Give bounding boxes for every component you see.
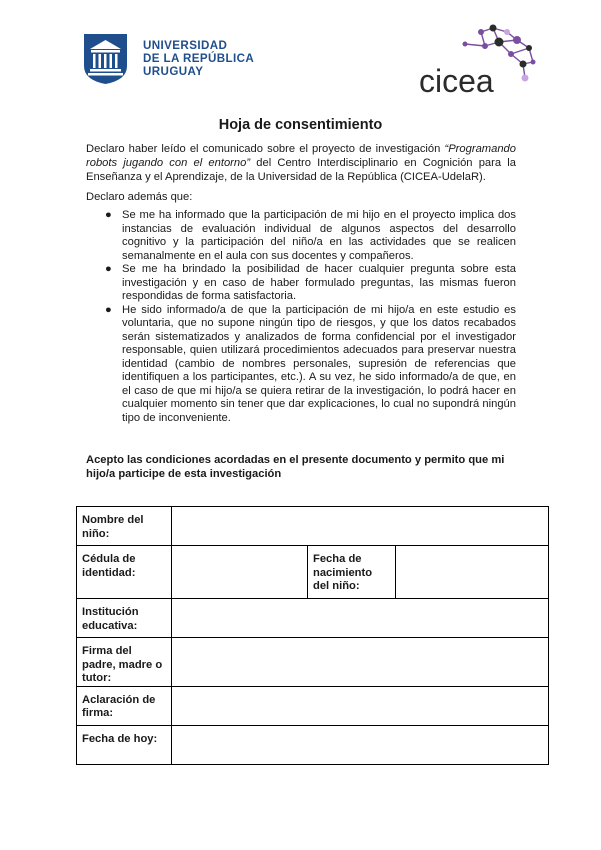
- institucion-field[interactable]: [172, 599, 549, 638]
- cicea-wordmark: cicea: [419, 63, 494, 96]
- udelar-logo: [82, 32, 254, 85]
- bullet-icon: ●: [105, 209, 112, 221]
- table-row: [77, 725, 549, 764]
- intro-project-title: “Programando robots jugando con el entorno”: [86, 143, 516, 169]
- list-item: [105, 209, 516, 263]
- consent-form-table: [76, 506, 549, 765]
- bullet-icon: ●: [105, 303, 112, 316]
- aclaracion-field[interactable]: [172, 686, 549, 725]
- cedula-field[interactable]: [172, 546, 308, 599]
- table-row: [77, 686, 549, 725]
- document-title: Hoja de consentimiento: [218, 117, 383, 133]
- udelar-line-3: URUGUAY: [143, 65, 204, 78]
- cedula-label: Cédula de identidad:: [77, 546, 172, 599]
- fecha-nacimiento-label: Fecha de nacimiento del niño:: [308, 546, 396, 599]
- fecha-hoy-field[interactable]: [172, 725, 549, 764]
- intro-prefix: Declaro haber leído el comunicado sobre el proyecto de investigación: [86, 143, 445, 155]
- bullet-icon: ●: [105, 263, 112, 275]
- fecha-hoy-label: Fecha de hoy:: [77, 725, 172, 764]
- intro-paragraph: [86, 142, 516, 184]
- university-seal-icon: [82, 32, 129, 85]
- intro-suffix: del Centro Interdisciplinario en Cognición para la Enseñanza y el Aprendizaje, de la Universidad de la República (CICEA-UdelaR).: [86, 157, 516, 183]
- list-item-text: Se me ha informado que la participación de mi hijo en el proyecto implica dos instancias de evaluación individual de algunos aspectos del desarrollo cognitivo y la participación del niño/a en las actividades que se realicen semanalmente en el aula con sus docentes y compañeros.: [122, 209, 516, 262]
- list-item-text: Se me ha brindado la posibilidad de hacer cualquier pregunta sobre esta investigación y en caso de haber formulado preguntas, las mismas fueron respondidas de forma satisfactoria.: [122, 263, 516, 302]
- cicea-logo: [417, 24, 539, 96]
- firma-label: Firma del padre, madre o tutor:: [77, 638, 172, 687]
- acceptance-statement: Acepto las condiciones acordadas en el presente documento y permito que mi hijo/a participe de esta investigación: [86, 454, 505, 480]
- table-row: [77, 507, 549, 546]
- list-item: [105, 263, 516, 304]
- institucion-label: Institución educativa:: [77, 599, 172, 638]
- table-row: [77, 638, 549, 687]
- udelar-line-2: DE LA REPÚBLICA: [143, 52, 255, 65]
- udelar-wordmark: [143, 39, 254, 78]
- list-item-text: He sido informado/a de que la participación de mi hijo/a en este estudio es voluntaria, que no supone ningún tipo de riesgos, y que los datos recabados serán sistematizados y analizados de forma confidencial por el investigador responsable, quien utilizará procedimientos adecuados para preservar nuestra identidad (cambio de nombres personales, supresión de referencias que identifiquen a los participantes, etc.). A su vez, he sido informado/a de que, en el caso de que mi hijo/a se quiera retirar de la investigación, lo podrá hacer en cualquier momento sin tener que dar explicaciones, lo cual no supondrá ningún tipo de inconveniente.: [122, 303, 516, 424]
- fecha-nacimiento-field[interactable]: [396, 546, 549, 599]
- declarations-list: [105, 209, 516, 425]
- nombre-label: Nombre del niño:: [77, 507, 172, 546]
- declaro-ademas-label: Declaro además que:: [86, 191, 193, 203]
- cicea-network-icon: [417, 24, 539, 96]
- nombre-field[interactable]: [172, 507, 549, 546]
- table-row: [77, 546, 549, 599]
- udelar-line-1: UNIVERSIDAD: [143, 39, 228, 52]
- list-item: [105, 304, 516, 426]
- firma-field[interactable]: [172, 638, 549, 687]
- aclaracion-label: Aclaración de firma:: [77, 686, 172, 725]
- table-row: [77, 599, 549, 638]
